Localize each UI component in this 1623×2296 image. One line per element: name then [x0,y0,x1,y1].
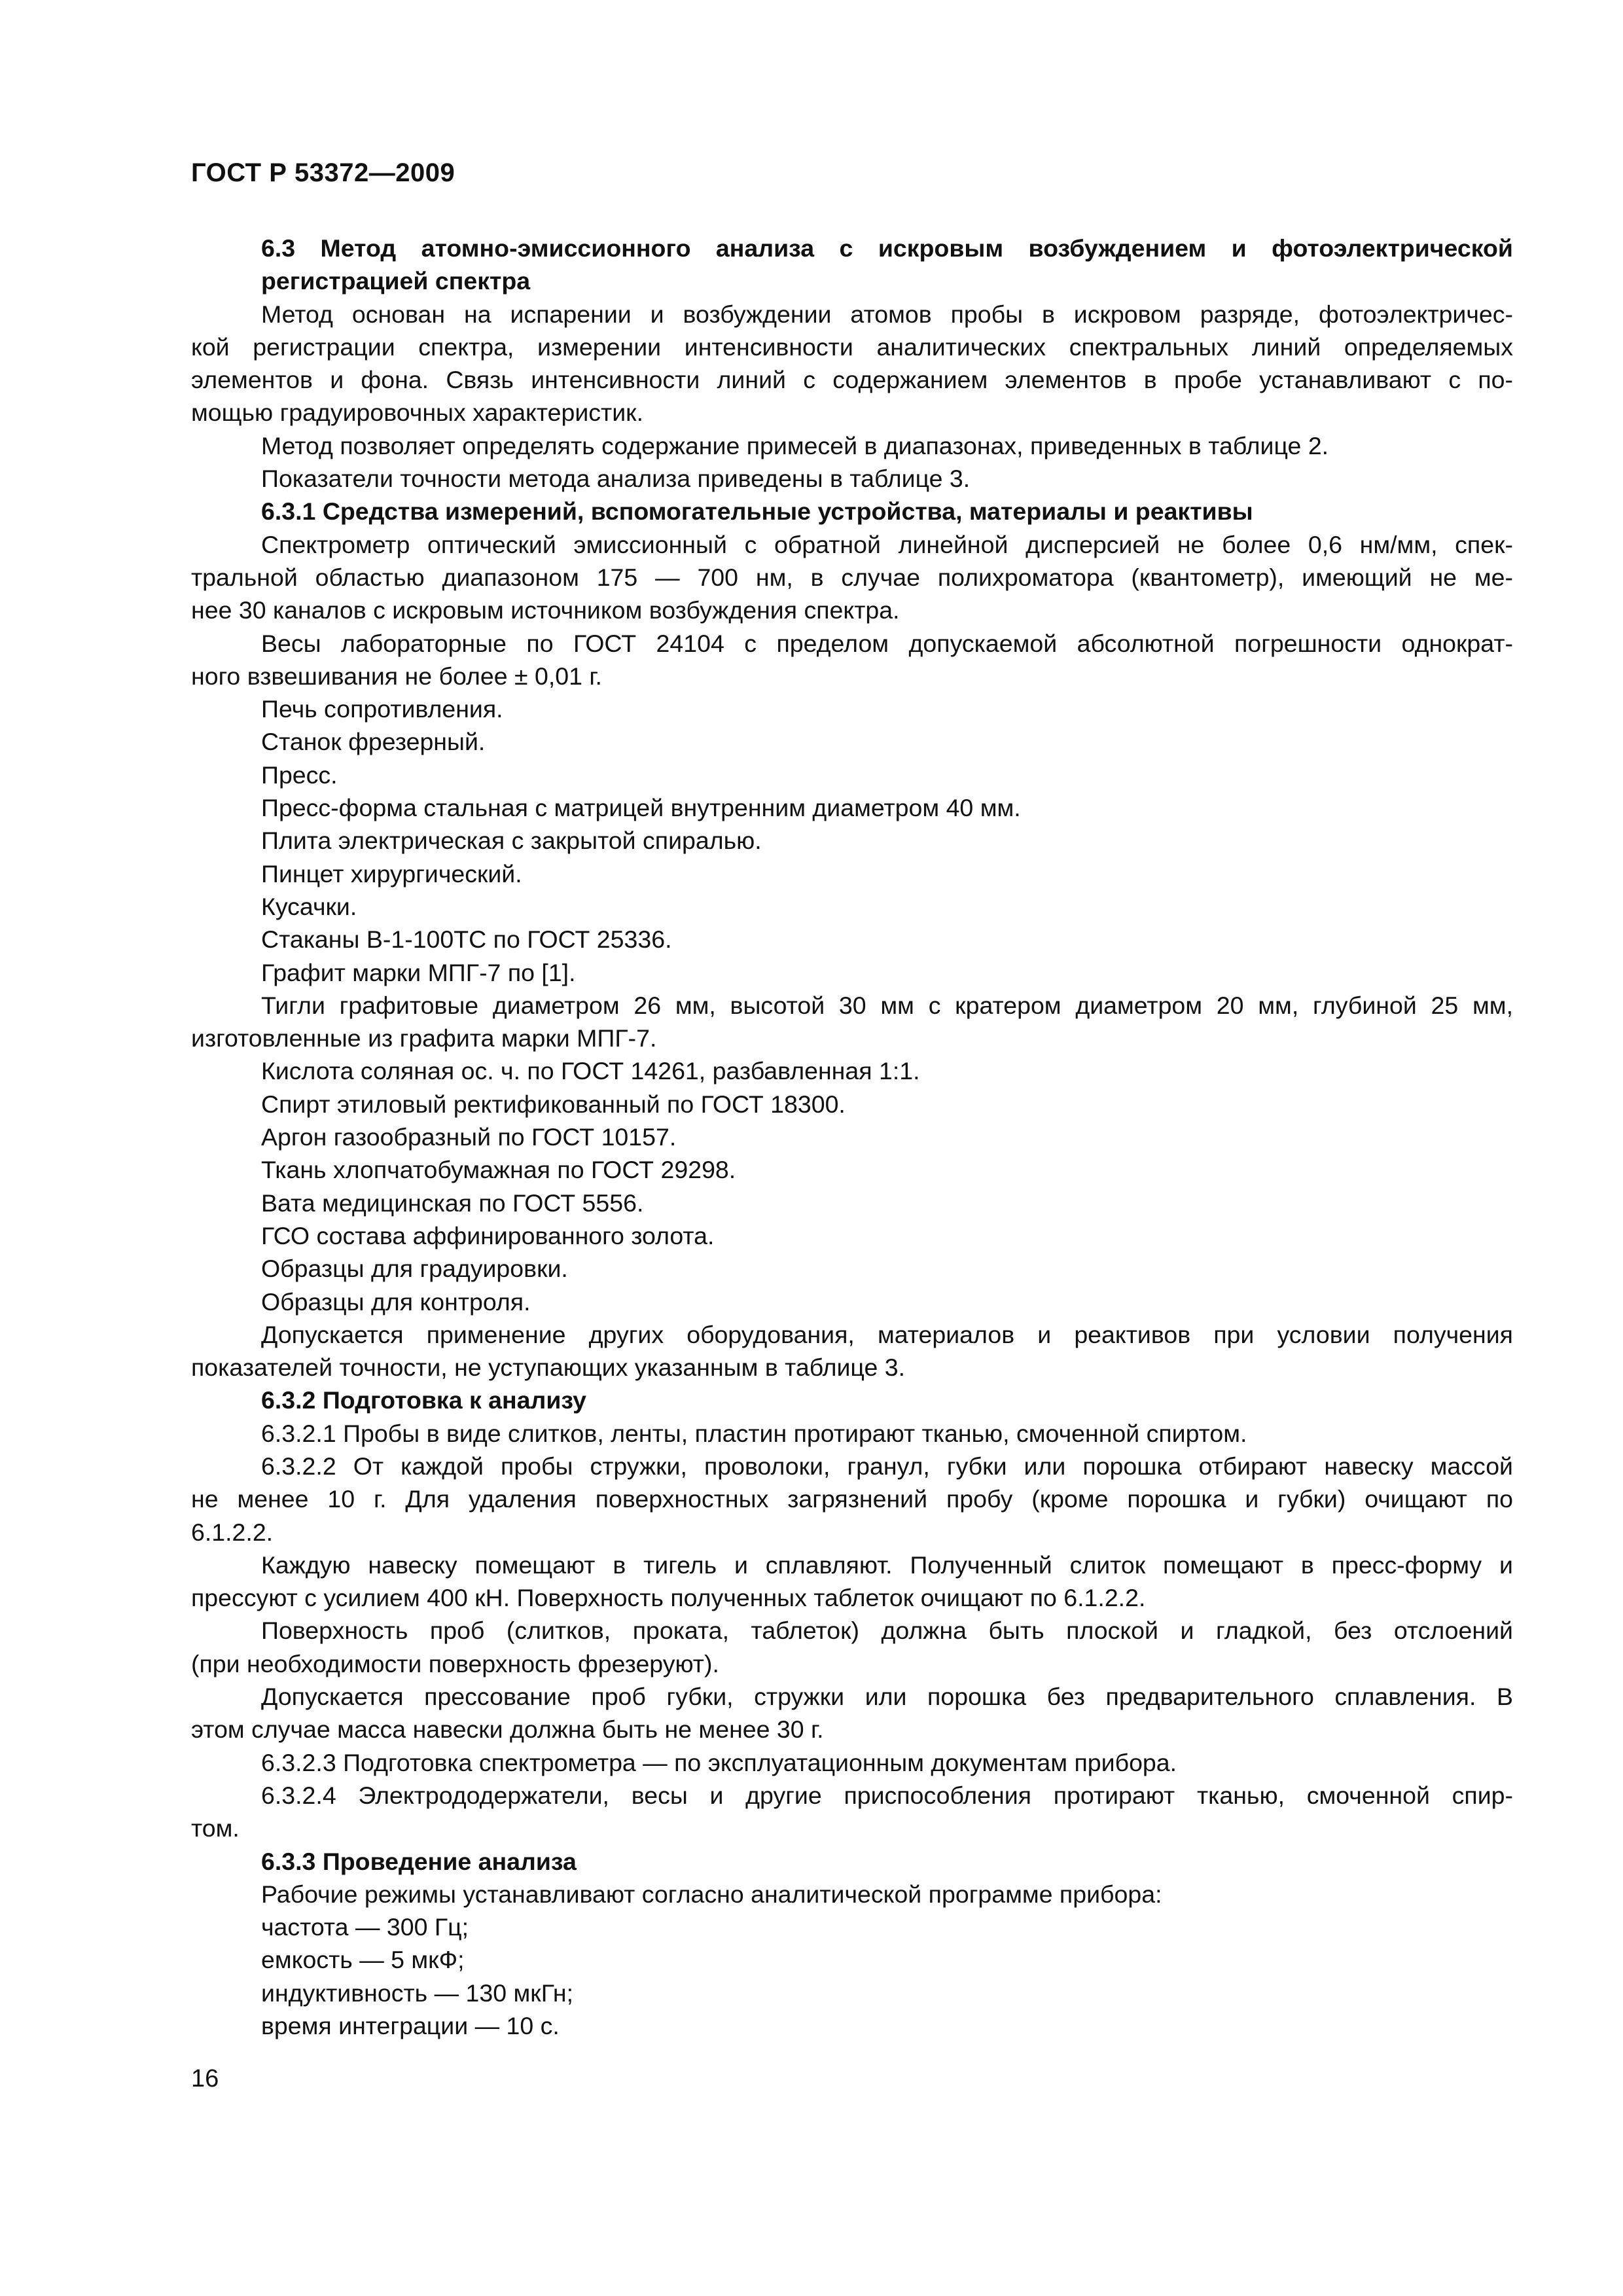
text-line: Пресс-форма стальная с матрицей внутренним диаметром 40 мм. [261,794,1021,822]
text-line: Кислота соляная ос. ч. по ГОСТ 14261, разбавленная 1:1. [261,1057,920,1085]
text-line: тральной областью диапазоном 175 — 700 нм, в случае полихроматора (квантометр), имеющий не ме- [191,563,1513,591]
text-line: Метод позволяет определять содержание примесей в диапазонах, приведенных в таблице 2. [261,431,1329,459]
text-line: Графит марки МПГ-7 по [1]. [261,958,576,986]
text-line: Печь сопротивления. [261,695,503,723]
section-heading-line: регистрацией спектра [261,267,531,295]
text-line: не менее 10 г. Для удаления поверхностных загрязнений пробу (кроме порошка и губки) очищают по [191,1485,1513,1513]
text-line: Образцы для контроля. [261,1287,531,1316]
text-line: Метод основан на испарении и возбуждении атомов пробы в искровом разряде, фотоэлектричес- [261,300,1513,328]
text-line: Станок фрезерный. [261,728,486,756]
section-heading-line: 6.3.2 Подготовка к анализу [261,1386,586,1414]
text-line: Спирт этиловый ректификованный по ГОСТ 18300. [261,1090,846,1118]
text-line: Стаканы В-1-100ТС по ГОСТ 25336. [261,925,672,954]
text-line: Допускается прессование проб губки, стружки или порошка без предварительного сплавления. В [261,1683,1513,1711]
text-line: Тигли графитовые диаметром 26 мм, высотой 30 мм с кратером диаметром 20 мм, глубиной 25 мм, [261,991,1513,1019]
document-body [191,232,1513,2042]
text-line: Аргон газообразный по ГОСТ 10157. [261,1123,677,1151]
text-line: 6.3.2.2 От каждой пробы стружки, проволоки, гранул, губки или порошка отбирают навеску массой [261,1452,1513,1480]
text-line: ного взвешивания не более ± 0,01 г. [191,662,602,690]
text-line: элементов и фона. Связь интенсивности линий с содержанием элементов в пробе устанавливают с по- [191,366,1513,394]
text-line: (при необходимости поверхность фрезеруют). [191,1649,719,1677]
text-line: кой регистрации спектра, измерении интенсивности аналитических спектральных линий определяемых [191,332,1513,361]
text-line: 6.3.2.1 Пробы в виде слитков, ленты, пластин протирают тканью, смоченной спиртом. [261,1419,1247,1447]
text-line: Показатели точности метода анализа приведены в таблице 3. [261,465,971,493]
text-line: этом случае масса навески должна быть не менее 30 г. [191,1715,824,1744]
text-line: Спектрометр оптический эмиссионный с обратной линейной дисперсией не более 0,6 нм/мм, спек- [261,530,1513,558]
text-line: показателей точности, не уступающих указанным в таблице 3. [191,1354,905,1382]
text-line: Каждую навеску помещают в тигель и сплавляют. Полученный слиток помещают в пресс-форму и [261,1551,1513,1579]
text-line: Допускается применение других оборудования, материалов и реактивов при условии получения [261,1320,1513,1348]
section-heading-line: 6.3.1 Средства измерений, вспомогательные устройства, материалы и реактивы [261,497,1253,526]
text-line: емкость — 5 мкФ; [261,1946,465,1974]
text-line: ГСО состава аффинированного золота. [261,1221,715,1249]
text-line: индуктивность — 130 мкГн; [261,1979,574,2007]
text-line: изготовленные из графита марки МПГ-7. [191,1024,657,1052]
text-line: Плита электрическая с закрытой спиралью. [261,827,762,855]
text-line: 6.3.2.3 Подготовка спектрометра — по эксплуатационным документам прибора. [261,1748,1177,1776]
text-line: Пресс. [261,761,338,789]
text-line: Весы лабораторные по ГОСТ 24104 с пределом допускаемой абсолютной погрешности однократ- [261,629,1513,657]
text-line: прессуют с усилием 400 кН. Поверхность полученных таблеток очищают по 6.1.2.2. [191,1584,1146,1612]
page-number: 16 [191,2065,219,2092]
text-line: частота — 300 Гц; [261,1913,469,1941]
text-line: нее 30 каналов с искровым источником возбуждения спектра. [191,596,900,624]
section-heading-line: 6.3.3 Проведение анализа [261,1847,577,1875]
text-line: Вата медицинская по ГОСТ 5556. [261,1189,644,1217]
text-line: 6.1.2.2. [191,1518,274,1546]
text-line: Рабочие режимы устанавливают согласно аналитической программе прибора: [261,1880,1162,1908]
text-line: 6.3.2.4 Электрододержатели, весы и другие приспособления протирают тканью, смоченной спир- [261,1781,1513,1809]
text-line: время интеграции — 10 с. [261,2012,560,2040]
document-header: ГОСТ Р 53372—2009 [191,158,455,187]
text-line: Пинцет хирургический. [261,859,522,888]
text-line: Образцы для градуировки. [261,1255,568,1283]
text-line: том. [191,1814,240,1842]
text-line: Ткань хлопчатобумажная по ГОСТ 29298. [261,1156,736,1184]
section-heading-line: 6.3 Метод атомно-эмиссионного анализа с искровым возбуждением и фотоэлектрической [261,234,1513,262]
text-line: мощью градуировочных характеристик. [191,399,643,427]
text-line: Поверхность проб (слитков, проката, таблеток) должна быть плоской и гладкой, без отслоений [261,1617,1513,1645]
text-line: Кусачки. [261,892,357,920]
